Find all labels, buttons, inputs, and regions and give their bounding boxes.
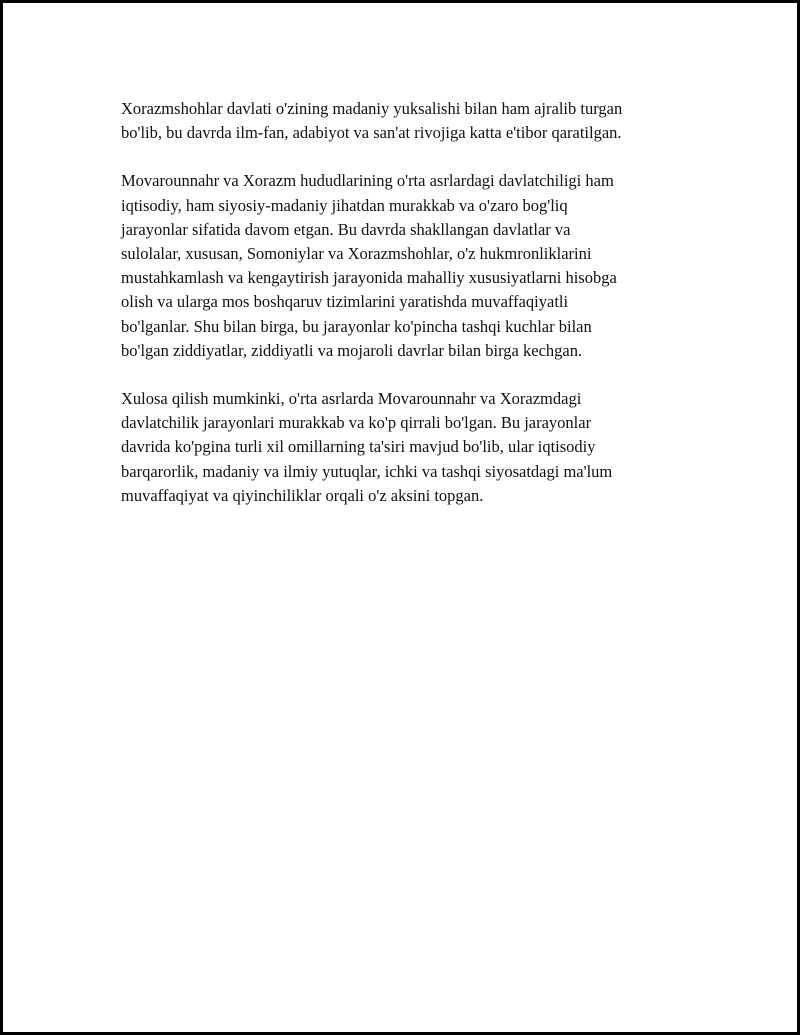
- paragraph-3: Xulosa qilish mumkinki, o'rta asrlarda Movarounnahr va Xorazmdagi davlatchilik jarayonlari murakkab va ko'p qirrali bo'lgan. Bu jarayonlar davrida ko'pgina turli xil omillarning ta'siri mavjud bo'lib, ular iqtisodiy barqarorlik, madaniy va ilmiy yutuqlar, ichki va tashqi siyosatdagi ma'lum muvaffaqiyat va qiyinchiliklar orqali o'z aksini topgan.: [121, 389, 613, 505]
- paragraph-1: Xorazmshohlar davlati o'zining madaniy yuksalishi bilan ham ajralib turgan bo'lib, bu davrda ilm-fan, adabiyot va san'at rivojiga katta e'tibor qaratilgan.: [121, 99, 623, 143]
- document-body: [121, 97, 701, 532]
- paragraph-2: Movarounnahr va Xorazm hududlarining o'rta asrlardagi davlatchiligi ham iqtisodiy, ham siyosiy-madaniy jihatdan murakkab va o'zaro bog'liq jarayonlar sifatida davom etgan. Bu davrda shakllangan davlatlar va sulolalar, xususan, Somoniylar va Xorazmshohlar, o'z hukmronliklarini mustahkamlash va kengaytirish jarayonida mahalliy xususiyatlarni hisobga olish va ularga mos boshqaruv tizimlarini yaratishda muvaffaqiyatli bo'lganlar. Shu bilan birga, bu jarayonlar ko'pincha tashqi kuchlar bilan bo'lgan ziddiyatlar, ziddiyatli va mojaroli davrlar bilan birga kechgan.: [121, 171, 617, 360]
